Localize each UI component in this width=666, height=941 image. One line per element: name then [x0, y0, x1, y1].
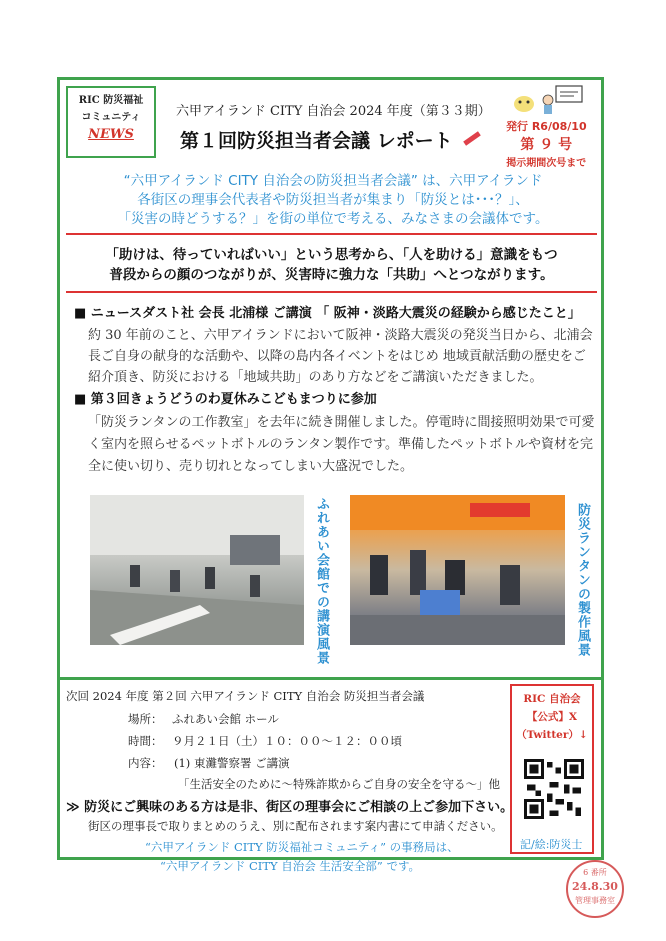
logo-line1: RIC 防災福祉 — [78, 95, 144, 106]
body-line: く室内を照らせるペットボトルのランタン製作です。準備したペットボトルや資材を完 — [88, 437, 594, 452]
qr-panel-line2: 【公式】X — [526, 711, 578, 723]
time-label: 時間： — [128, 734, 163, 748]
content-label: 内容： — [128, 756, 163, 770]
lantern-workshop-photo — [350, 495, 565, 645]
issue-number: 第 ９ 号 — [520, 137, 573, 153]
time-value: ９月２１日（土）１０：００～１２：００頃 — [172, 734, 402, 748]
section-heading-festival: ■ 第３回きょうどうのわ夏休みこどもまつりに参加 — [74, 392, 377, 407]
section-divider — [60, 677, 601, 680]
lantern-photo-caption: 防災ランタンの製作風景 — [575, 503, 590, 657]
qr-panel-line1: RIC 自治会 — [523, 693, 581, 705]
invite-line: ≫ 防災にご興味のある方は是非、街区の理事会にご相談の上ご参加下さい。 — [66, 800, 514, 815]
place-value: ふれあい会館 ホール — [172, 712, 279, 726]
header-subtitle: 六甲アイランド CITY 自治会 2024 年度（第３３期） — [176, 104, 491, 119]
ric-news-logo — [66, 86, 156, 158]
office-line1: “六甲アイランド CITY 防災福祉コミュニティ” の事務局は、 — [145, 840, 459, 854]
body-line: 「防災ランタンの工作教室」を去年に続き開催しました。停電時に間接照明効果で可愛 — [88, 415, 595, 430]
mascot-illustration — [508, 84, 590, 116]
issue-date: 発行 R6/08/10 — [506, 120, 587, 133]
office-line2: “六甲アイランド CITY 自治会 生活安全部” です。 — [160, 859, 421, 873]
lecture-photo-caption: ふれあい会館での講演風景 — [314, 497, 329, 665]
lecture-photo — [90, 495, 304, 645]
content-line1: (1) 東灘警察署 ご講演 — [174, 756, 290, 770]
stamp-date: 24.8.30 — [572, 880, 618, 893]
intro-line: 各街区の理事会代表者や防災担当者が集まり「防災とは･･･？」、 — [137, 192, 529, 208]
body-line: 約 30 年前のこと、六甲アイランドにおいて阪神・淡路大震災の発災当日から、北浦会 — [88, 328, 593, 343]
received-stamp — [566, 860, 624, 918]
page-title: 第１回防災担当者会議 レポート — [180, 130, 453, 152]
stamp-bottom: 管理事務室 — [575, 896, 615, 905]
logo-line2: コミュニティ — [81, 112, 141, 123]
body-line: 紹介頂き、防災における「地域共助」のあり方などをご講演いただきました。 — [88, 370, 543, 385]
issue-info — [506, 118, 587, 169]
next-meeting-title: 次回 2024 年度 第２回 六甲アイランド CITY 自治会 防災担当者会議 — [66, 689, 425, 703]
intro-line: “六甲アイランド CITY 自治会の防災担当者会議” は、六甲アイランド — [123, 173, 543, 189]
note-line: 街区の理事長で取りまとめのうえ、別に配布されます案内書にて申請ください。 — [88, 819, 503, 833]
qr-code-icon[interactable] — [524, 759, 584, 819]
qr-panel-line3: （Twitter）↓ — [516, 729, 588, 741]
body-line: 全に使い切り、売り切れとなってしまい大盛況でした。 — [88, 459, 414, 474]
highlight-line: 「助けは、待っていればいい」という思考から、「人を助ける」意識をもつ — [105, 247, 558, 263]
credit-text: 記/絵:防災士 — [520, 838, 583, 851]
issue-note: 掲示期間次号まで — [506, 158, 587, 169]
section-heading-lecture: ■ ニュースダスト社 会長 北浦様 ご講演 「 阪神・淡路大震災の経験から感じたこと」 — [74, 306, 581, 321]
body-line: 長ご自身の献身的な活動や、以降の島内各イベントをはじめ 地域貢献活動の歴史をご — [88, 349, 586, 364]
stamp-top: 6 番所 — [583, 868, 607, 877]
logo-news: NEWS — [88, 127, 134, 142]
intro-line: 「災害の時どうする？」を街の単位で考える、みなさまの会議体です。 — [117, 211, 549, 227]
content-line2: 「生活安全のために～特殊詐欺からご自身の安全を守る～」他 — [178, 777, 500, 791]
highlight-line: 普段からの顔のつながりが、災害時に強力な「共助」へとつながります。 — [109, 267, 554, 283]
place-label: 場所： — [128, 712, 163, 726]
